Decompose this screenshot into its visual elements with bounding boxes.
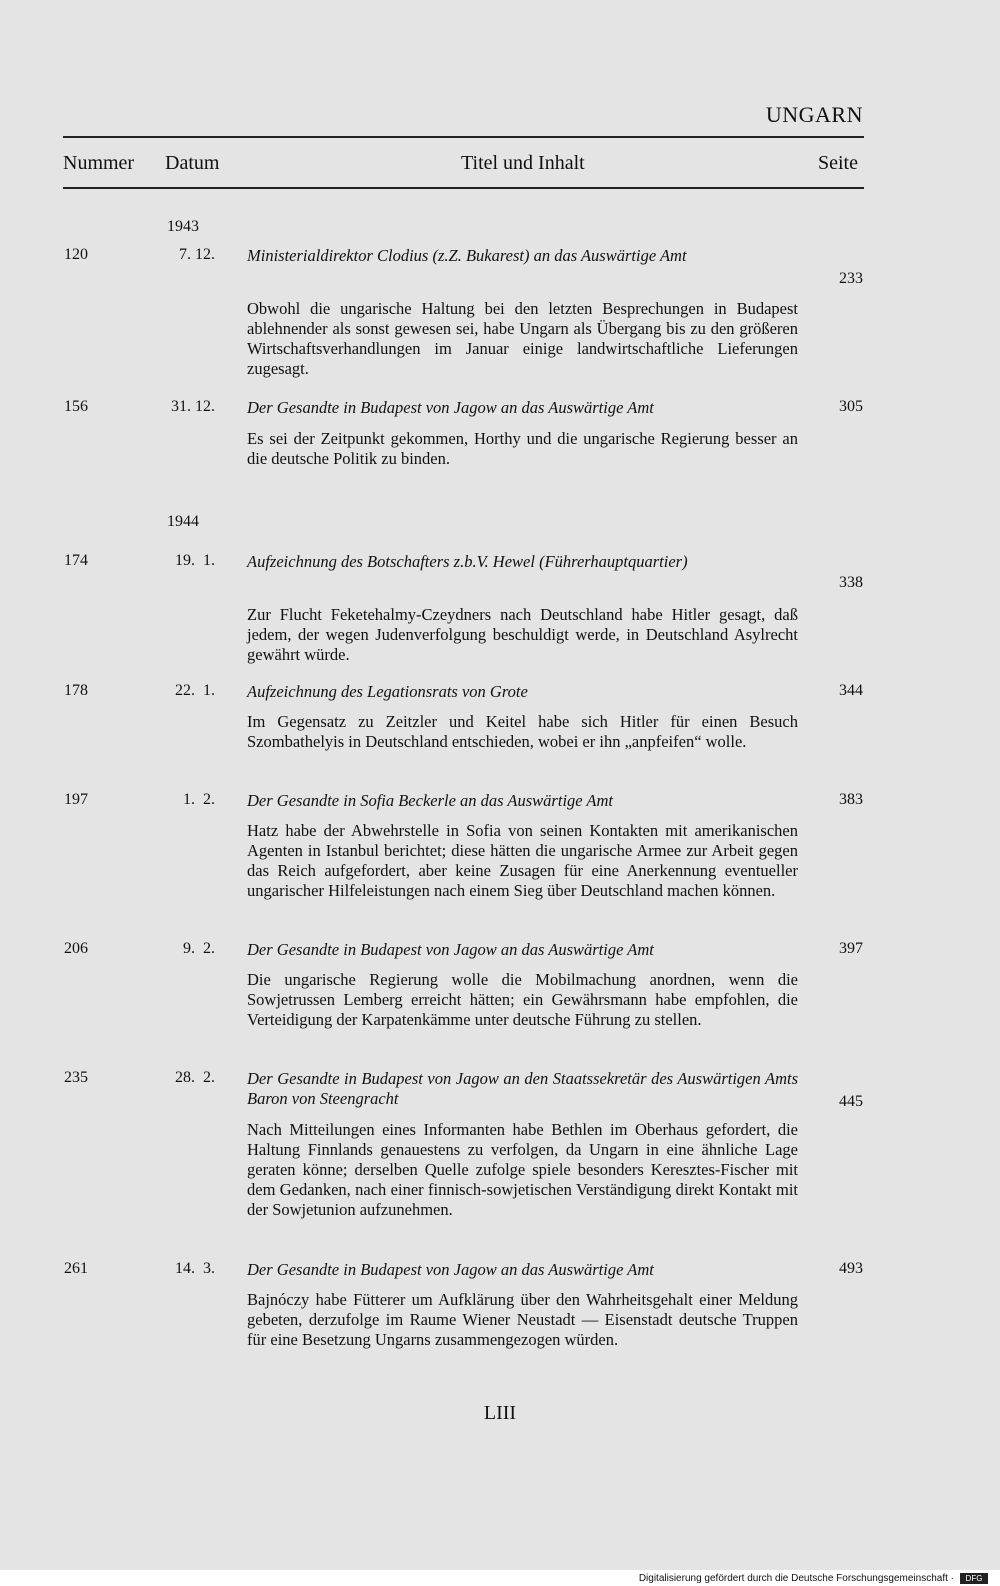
- entry-summary: Zur Flucht Feketehalmy-Czeydners nach Deutschland habe Hitler gesagt, daß jedem, der wegen Judenverfolgung beschuldigt werde, in Deutschland Asylrecht gewährt würde.: [247, 605, 798, 664]
- entry-summary: Nach Mitteilungen eines Informanten habe Bethlen im Oberhaus gefordert, die Haltung Finnlands genauestens zu verfolgen, da Ungarn in eine ähnliche Lage geraten könne; derselben Quelle zufolge spiele besonders Keresztes-Fischer mit dem Gedanken, nach einer finnisch-sowjetischen Verständigung direkt Kontakt mit der Sowjetunion aufzunehmen.: [247, 1120, 798, 1219]
- entry-page: 344: [839, 682, 863, 699]
- entry-number: 178: [64, 682, 88, 699]
- entry-title: Aufzeichnung des Botschafters z.b.V. Hewel (Führerhauptquartier): [247, 552, 688, 571]
- entry-title: Ministerialdirektor Clodius (z.Z. Bukarest) an das Auswärtige Amt: [247, 246, 687, 265]
- column-header-datum: Datum: [165, 152, 220, 174]
- entry-summary: Im Gegensatz zu Zeitzler und Keitel habe sich Hitler für einen Besuch Szombathelyis in Deutschland entschieden, wobei er ihn „anpfeifen“ wolle.: [247, 712, 798, 751]
- entry-number: 156: [64, 398, 88, 415]
- entry-page: 338: [839, 574, 863, 591]
- header-rule-top: [63, 136, 864, 138]
- entry-summary: Hatz habe der Abwehrstelle in Sofia von seinen Kontakten mit amerikanischen Agenten in Istanbul berichtet; diese hätten die ungarische Armee zur Arbeit gegen das Reich aufgefordert, aber keine Zusagen für eine Anerkennung eventueller ungarischer Hilfeleistungen nach einem Sieg über Deutschland machen können.: [247, 821, 798, 900]
- entry-number: 261: [64, 1260, 88, 1277]
- entry-number: 206: [64, 940, 88, 957]
- header-rule-bottom: [63, 187, 864, 189]
- entry-number: 174: [64, 552, 88, 569]
- entry-page: 383: [839, 791, 863, 808]
- dfg-logo-icon: DFG: [960, 1573, 988, 1584]
- entry-page: 233: [839, 270, 863, 287]
- entry-page: 445: [839, 1093, 863, 1110]
- column-header-nummer: Nummer: [63, 152, 135, 174]
- column-header-titel: Titel und Inhalt: [461, 152, 585, 174]
- entry-title: Aufzeichnung des Legationsrats von Grote: [247, 682, 528, 701]
- entry-date: 7. 12.: [179, 246, 215, 263]
- entry-date: 19. 1.: [175, 552, 215, 569]
- entry-number: 120: [64, 246, 88, 263]
- entry-date: 1. 2.: [183, 791, 215, 808]
- entry-summary: Die ungarische Regierung wolle die Mobilmachung anordnen, wenn die Sowjetrussen Lemberg erreicht hätten; ein Gewährsmann habe empfohlen, die Verteidigung der Karpatenkämme unter deutsche Führung zu stellen.: [247, 970, 798, 1029]
- entry-title: Der Gesandte in Sofia Beckerle an das Auswärtige Amt: [247, 791, 614, 810]
- footer-credit: Digitalisierung gefördert durch die Deutsche Forschungsgemeinschaft ·: [638, 1573, 954, 1584]
- entry-number: 235: [64, 1069, 88, 1086]
- entry-page: 493: [839, 1260, 863, 1277]
- entry-summary: Es sei der Zeitpunkt gekommen, Horthy und die ungarische Regierung besser an die deutsche Politik zu binden.: [247, 429, 798, 468]
- section-title: UNGARN: [765, 102, 863, 127]
- entry-number: 197: [64, 791, 88, 808]
- entry-page: 397: [839, 940, 863, 957]
- page-number: LIII: [483, 1402, 517, 1424]
- entry-date: 31. 12.: [171, 398, 215, 415]
- entry-page: 305: [839, 398, 863, 415]
- entry-title: Der Gesandte in Budapest von Jagow an das Auswärtige Amt: [247, 398, 654, 417]
- year-heading-1944: 1944: [167, 513, 199, 530]
- entry-date: 22. 1.: [175, 682, 215, 699]
- entry-title: Der Gesandte in Budapest von Jagow an das Auswärtige Amt: [247, 1260, 654, 1279]
- column-header-seite: Seite: [818, 152, 858, 174]
- entry-date: 14. 3.: [175, 1260, 215, 1277]
- entry-date: 9. 2.: [183, 940, 215, 957]
- entry-title: Der Gesandte in Budapest von Jagow an das Auswärtige Amt: [247, 940, 654, 959]
- entry-summary: Obwohl die ungarische Haltung bei den letzten Besprechungen in Budapest ablehnender als sonst gewesen sei, habe Ungarn als Übergang bis zu den größeren Wirtschaftsverhandlungen im Januar einige landwirtschaftliche Lieferungen zugesagt.: [247, 299, 798, 378]
- entry-date: 28. 2.: [175, 1069, 215, 1086]
- entry-title: Der Gesandte in Budapest von Jagow an den Staatssekretär des Auswärtigen Amts Baron von Steengracht: [247, 1069, 798, 1108]
- year-heading-1943: 1943: [167, 218, 199, 235]
- entry-summary: Bajnóczy habe Fütterer um Aufklärung über den Wahrheitsgehalt einer Meldung gebeten, derzufolge im Raume Wiener Neustadt — Eisenstadt deutsche Truppen für eine Besetzung Ungarns zusammengezogen würden.: [247, 1290, 798, 1349]
